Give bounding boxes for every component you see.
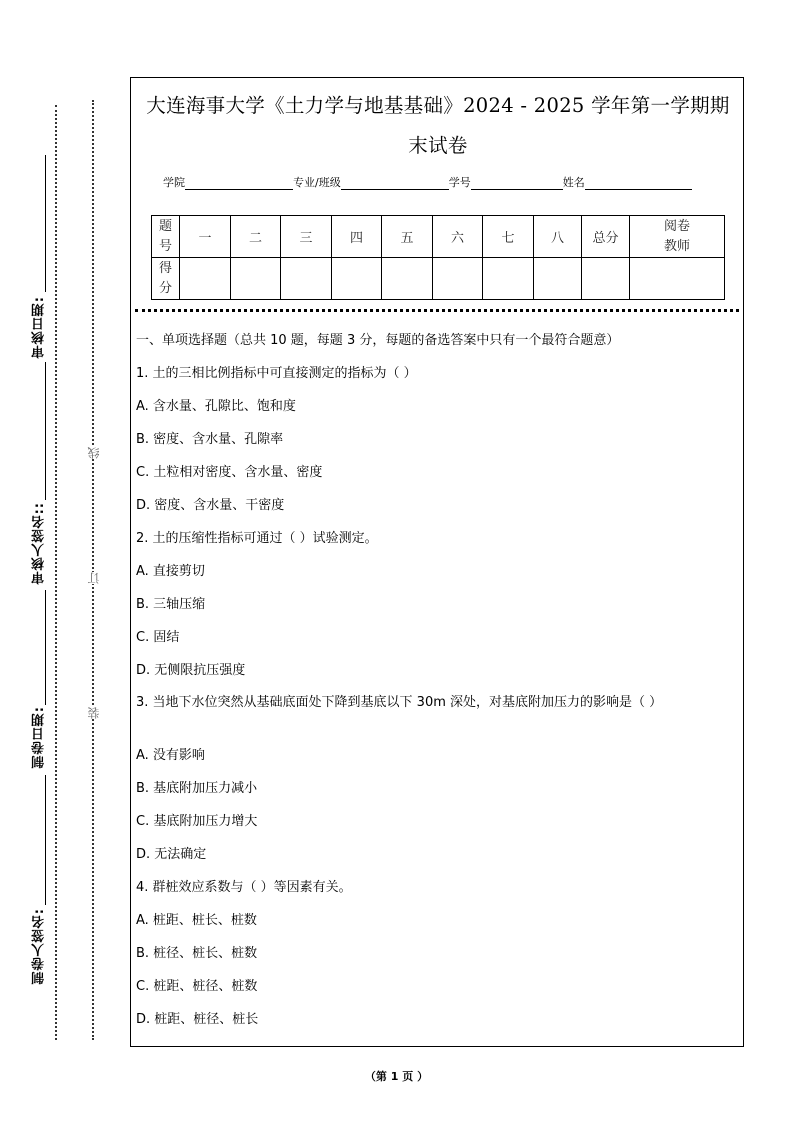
question-4-option-a: A. 桩距、桩长、桩数 xyxy=(136,913,257,928)
binding-word-line: 线 xyxy=(87,447,101,459)
exam-title-line2: 末试卷 xyxy=(408,134,468,157)
student-info-row xyxy=(163,174,692,190)
student-id-field[interactable] xyxy=(471,177,563,190)
question-4-option-d: D. 桩距、桩径、桩长 xyxy=(136,1012,259,1027)
column-header-5: 五 xyxy=(382,216,433,258)
name-label: 姓名 xyxy=(562,176,585,189)
section-divider-dotted xyxy=(135,309,739,312)
question-2-stem: 2. 土的压缩性指标可通过（ ）试验测定。 xyxy=(136,531,378,546)
column-header-2: 二 xyxy=(231,216,281,258)
column-header-total: 总分 xyxy=(582,216,630,258)
question-3-option-d: D. 无法确定 xyxy=(136,847,207,862)
preparer-signature-line xyxy=(45,775,46,905)
column-header-7: 七 xyxy=(483,216,534,258)
major-class-label: 专业/班级 xyxy=(293,176,341,189)
grader-header: 阅卷 教师 xyxy=(630,216,725,258)
score-cell-6[interactable] xyxy=(433,258,483,300)
section-1 xyxy=(136,330,740,1042)
score-cell-7[interactable] xyxy=(483,258,534,300)
preparer-signature-label: 制卷人签名: xyxy=(32,908,47,985)
college-field[interactable] xyxy=(185,177,293,190)
page-number: （第 1 页 ） xyxy=(364,1070,429,1083)
score-cell-3[interactable] xyxy=(281,258,332,300)
question-2-option-b: B. 三轴压缩 xyxy=(136,597,206,612)
question-1-option-d: D. 密度、含水量、干密度 xyxy=(136,498,285,513)
student-id-label: 学号 xyxy=(448,176,471,189)
question-4-option-c: C. 桩距、桩径、桩数 xyxy=(136,979,258,994)
score-table xyxy=(151,215,725,300)
score-cell-8[interactable] xyxy=(534,258,582,300)
reviewer-signature-label: 审核人签名:: xyxy=(32,502,47,585)
score-cell-1[interactable] xyxy=(180,258,231,300)
score-table-header-row xyxy=(152,216,725,258)
question-1-option-a: A. 含水量、孔隙比、饱和度 xyxy=(136,399,296,414)
prepare-date-label: 制卷日期: xyxy=(32,706,47,769)
score-cell-2[interactable] xyxy=(231,258,281,300)
column-header-1: 一 xyxy=(180,216,231,258)
question-2-option-d: D. 无侧限抗压强度 xyxy=(136,663,246,678)
reviewer-signature-line xyxy=(45,362,46,500)
major-class-field[interactable] xyxy=(341,177,449,190)
question-4-option-b: B. 桩径、桩长、桩数 xyxy=(136,946,258,961)
score-cell-grader[interactable] xyxy=(630,258,725,300)
question-1-option-b: B. 密度、含水量、孔隙率 xyxy=(136,432,284,447)
review-date-line xyxy=(45,155,46,292)
prepare-date-line xyxy=(45,590,46,705)
column-header-4: 四 xyxy=(332,216,382,258)
binding-dotted-line-inner xyxy=(92,100,94,1040)
question-3-option-b: B. 基底附加压力减小 xyxy=(136,781,258,796)
review-date-label: 审核日期: xyxy=(32,296,47,359)
question-3-option-c: C. 基底附加压力增大 xyxy=(136,814,258,829)
question-3-option-a: A. 没有影响 xyxy=(136,748,205,763)
binding-dotted-line-outer xyxy=(55,105,57,1040)
question-1-option-c: C. 土粒相对密度、含水量、密度 xyxy=(136,465,323,480)
question-1-stem: 1. 土的三相比例指标中可直接测定的指标为（ ） xyxy=(136,366,417,381)
column-header-8: 八 xyxy=(534,216,582,258)
section-heading: 一、单项选择题（总共 10 题，每题 3 分，每题的备选答案中只有一个最符合题意） xyxy=(136,333,620,348)
exam-frame xyxy=(130,77,744,1047)
exam-title-line1: 大连海事大学《土力学与地基基础》2024 - 2025 学年第一学期期 xyxy=(146,94,730,117)
college-label: 学院 xyxy=(163,176,185,189)
score-cell-5[interactable] xyxy=(382,258,433,300)
question-2-option-c: C. 固结 xyxy=(136,630,180,645)
score-cell-total[interactable] xyxy=(582,258,630,300)
question-3-stem: 3. 当地下水位突然从基础底面处下降到基底以下 30m 深处，对基底附加压力的影响是（ ） xyxy=(136,695,663,710)
binding-word-bind: 装 xyxy=(87,707,101,719)
score-cell-4[interactable] xyxy=(332,258,382,300)
question-2-option-a: A. 直接剪切 xyxy=(136,564,205,579)
column-header-3: 三 xyxy=(281,216,332,258)
column-header-6: 六 xyxy=(433,216,483,258)
question-4-stem: 4. 群桩效应系数与（ ）等因素有关。 xyxy=(136,880,352,895)
question-number-header: 题 号 xyxy=(152,216,180,258)
score-header: 得 分 xyxy=(152,258,180,300)
score-table-score-row xyxy=(152,258,725,300)
binding-word-staple: 订 xyxy=(87,572,101,584)
name-field[interactable] xyxy=(585,177,692,190)
